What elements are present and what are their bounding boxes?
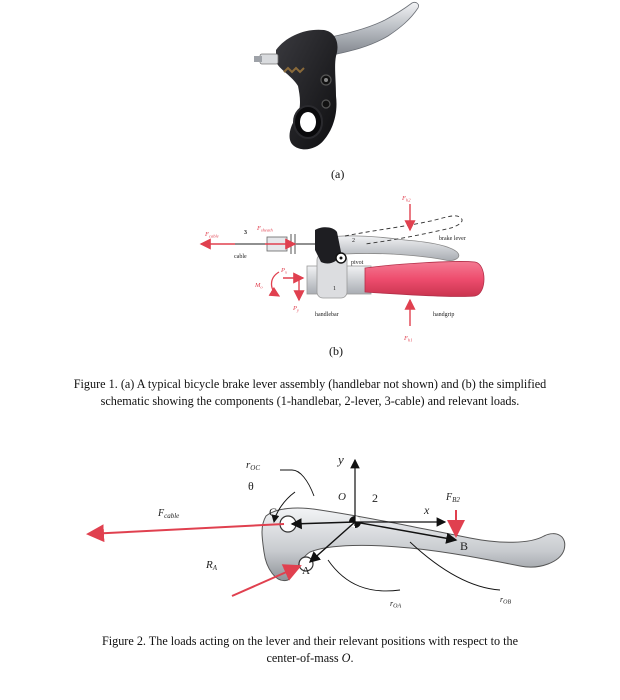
label-pivot: pivot [351, 260, 364, 266]
label-theta: θ [248, 479, 254, 493]
f-cable-arrow [88, 524, 284, 534]
label-cable: cable [234, 254, 247, 260]
label-mo: $M_o$ [255, 282, 263, 290]
label-f-h2: $F_{h2}$ [402, 195, 411, 203]
label-a: A [302, 565, 310, 577]
label-brake-lever: brake lever [439, 236, 466, 242]
mo-arrow [272, 272, 280, 296]
figure2-caption-o: O [341, 651, 351, 665]
label-num1: 1 [333, 286, 336, 292]
label-c: C [269, 505, 278, 519]
label-py: $P_y$ [293, 305, 299, 313]
figure2-caption-end: . [350, 651, 354, 665]
figure2-caption-line2: center-of-mass [266, 651, 342, 665]
figure2-caption [60, 633, 560, 667]
label-f-h1: $F_{h1}$ [404, 335, 413, 343]
label-num3: 3 [244, 230, 247, 236]
label-y: y [338, 452, 344, 467]
label-num2: 2 [372, 491, 378, 505]
r-a-arrow [232, 566, 300, 596]
panel-b-label: (b) [329, 344, 343, 358]
label-f-cable: $F_{cable}$ [205, 231, 219, 239]
label-px: $P_x$ [281, 267, 287, 275]
lever-free-body-diagram [70, 440, 590, 620]
label-b: B [460, 539, 469, 553]
panel-a-label: (a) [331, 167, 345, 181]
label-x: x [424, 503, 430, 517]
label-r-ob: rOB [500, 595, 512, 606]
label-r-oc: rOC [246, 459, 261, 472]
figure2-caption-line1: Figure 2. The loads acting on the lever and their relevant positions with respect to the [101, 634, 519, 648]
handgrip-shape [365, 261, 484, 296]
label-f-b2: $F_{B2}$ [446, 492, 460, 504]
label-f-sheath: $F_{sheath}$ [257, 225, 273, 233]
label-r-oa: rOA [390, 599, 402, 610]
label-f-cable: $F_{cable}$ [158, 508, 180, 520]
label-num2: 2 [352, 238, 355, 244]
figure1-caption: Figure 1. (a) A typical bicycle brake lever assembly (handlebar not shown) and (b) the simplified schematic showing the components (1-handlebar, 2-lever, 3-cable) and relevant loads. [73, 377, 547, 408]
label-o: O [338, 491, 346, 503]
label-handgrip: handgrip [433, 312, 455, 318]
label-r-a: RA [206, 559, 218, 572]
label-handlebar: handlebar [315, 312, 339, 318]
brake-lever-photo [240, 0, 440, 160]
brake-lever-schematic [195, 190, 505, 345]
